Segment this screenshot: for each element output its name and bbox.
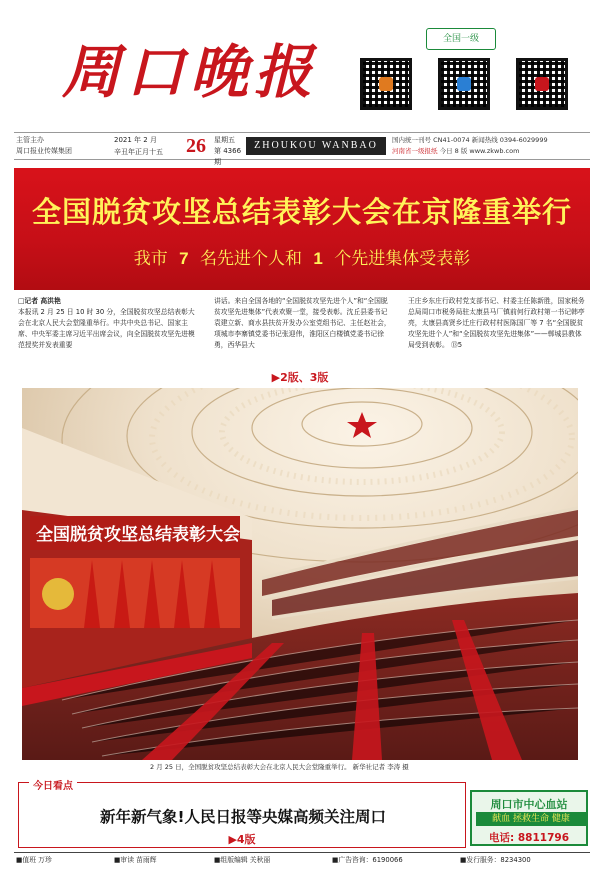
pub-pages: 今日 8 版 www.zkwb.com	[439, 147, 520, 155]
article-byline: □记者 高洪艳	[18, 297, 61, 305]
article-tail: ⑬5	[450, 341, 463, 349]
article-text: 本报讯 2 月 25 日 10 时 30 分，全国脱贫攻坚总结表彰大会在北京人民大会堂隆重举行。中共中央总书记、国家主席、中央军委主席习近平出席会议，向全国脱贫攻坚先进模范授奖并发表重要	[18, 308, 195, 349]
publication-info	[392, 135, 592, 157]
qr-logo-icon	[535, 77, 549, 91]
lunar-date: 辛丑年正月十五	[114, 148, 163, 156]
weekday: 星期五	[214, 136, 235, 144]
qr-code-icon	[516, 58, 568, 110]
blood-bank-ad	[470, 790, 588, 846]
qr-code-icon	[360, 58, 412, 110]
qr-logo-icon	[379, 77, 393, 91]
footer-item: ■发行服务：8234300	[460, 856, 531, 864]
teaser-page-link[interactable]: ▶4版	[228, 833, 256, 846]
article-column	[214, 296, 394, 351]
teaser-box	[18, 782, 466, 848]
pub-line	[392, 146, 592, 157]
subtitle-part: 个先进集体受表彰	[334, 249, 471, 269]
article-text: 讲话。来自全国各地的“全国脱贫攻坚先进个人”和“全国脱贫攻坚先进集体”代表欢聚一堂，接受表彰。沈丘县委书记袁建立新、商水县扶贫开发办公室党组书记、主任赵社会，项城市李寨镇党委书记张迎伟，淮阳区白楼镇党委书记徐勇，西华县大	[214, 297, 391, 349]
headline-subtitle	[14, 244, 590, 269]
subtitle-part: 名先进个人和	[200, 249, 302, 269]
pinyin-title: ZHOUKOU WANBAO	[246, 137, 386, 155]
stage-banner-text: 全国脱贫攻坚总结表彰大会	[36, 525, 240, 545]
footer-item: ■广告咨询：6190066	[332, 856, 403, 864]
pub-rank: 河南省一级报纸	[392, 147, 438, 155]
article-column	[408, 296, 588, 351]
red-flags	[30, 558, 240, 628]
headline-title: 全国脱贫攻坚总结表彰大会在京隆重举行	[31, 195, 572, 229]
sponsor-line: 主管主办	[16, 136, 44, 144]
great-hall-photo	[22, 388, 578, 760]
rank-badge-label: 全国一级	[442, 34, 479, 44]
footer-credits	[14, 852, 590, 866]
qr-code-icon	[438, 58, 490, 110]
subtitle-number: 1	[313, 249, 323, 268]
subtitle-number: 7	[179, 249, 189, 268]
sponsor-info	[16, 135, 72, 157]
news-photo	[22, 388, 578, 760]
page-jump-link[interactable]: ▶2版、3版	[271, 371, 329, 384]
photo-caption: 2 月 25 日，全国脱贫攻坚总结表彰大会在北京人民大会堂隆重举行。 新华社记者 李涛 摄	[150, 763, 409, 771]
date-prefix: 2021 年 2 月	[114, 136, 157, 144]
sponsor-line: 周口报业传媒集团	[16, 147, 72, 155]
date-block	[114, 135, 244, 166]
teaser-title[interactable]: 新年新气象!人民日报等央媒高频关注周口	[99, 808, 387, 826]
date-day: 26	[186, 135, 206, 157]
rank-badge	[426, 28, 496, 50]
footer-item: ■审读 苗雨辉	[114, 856, 157, 864]
subtitle-part: 我市	[133, 249, 168, 269]
footer-item: ■组版编辑 关秋丽	[214, 856, 271, 864]
ad-phone: 电话: 8811796	[489, 832, 569, 844]
qr-logo-icon	[457, 77, 471, 91]
ad-title: 周口市中心血站	[490, 798, 568, 811]
pub-line: 国内统一刊号 CN41-0074 新闻热线 0394-6029999	[392, 136, 548, 144]
ad-slogan: 献血 拯救生命 健康	[476, 812, 586, 826]
issue-number: 第 4366 期	[214, 147, 242, 166]
newspaper-logo: 周口晚报	[62, 38, 319, 106]
lead-article	[18, 296, 586, 366]
footer-item: ■值班 万珍	[16, 856, 52, 864]
article-column	[18, 296, 198, 351]
headline-banner	[14, 168, 590, 290]
article-text: 王庄乡东庄行政村党支部书记、村委主任陈新胜，国家税务总局周口市税务局驻太康县马厂镇前何行政村第一书记韩亭亮，太康县高贤乡迁庄行政村村医陈国厂等 7 名“全国脱贫攻坚先进个人”和“全国脱贫攻坚先进集体”——郸城县教体局受到表彰。	[408, 297, 585, 349]
masthead	[0, 0, 600, 132]
info-bar	[14, 132, 590, 166]
teaser-tag: 今日看点	[29, 777, 77, 792]
